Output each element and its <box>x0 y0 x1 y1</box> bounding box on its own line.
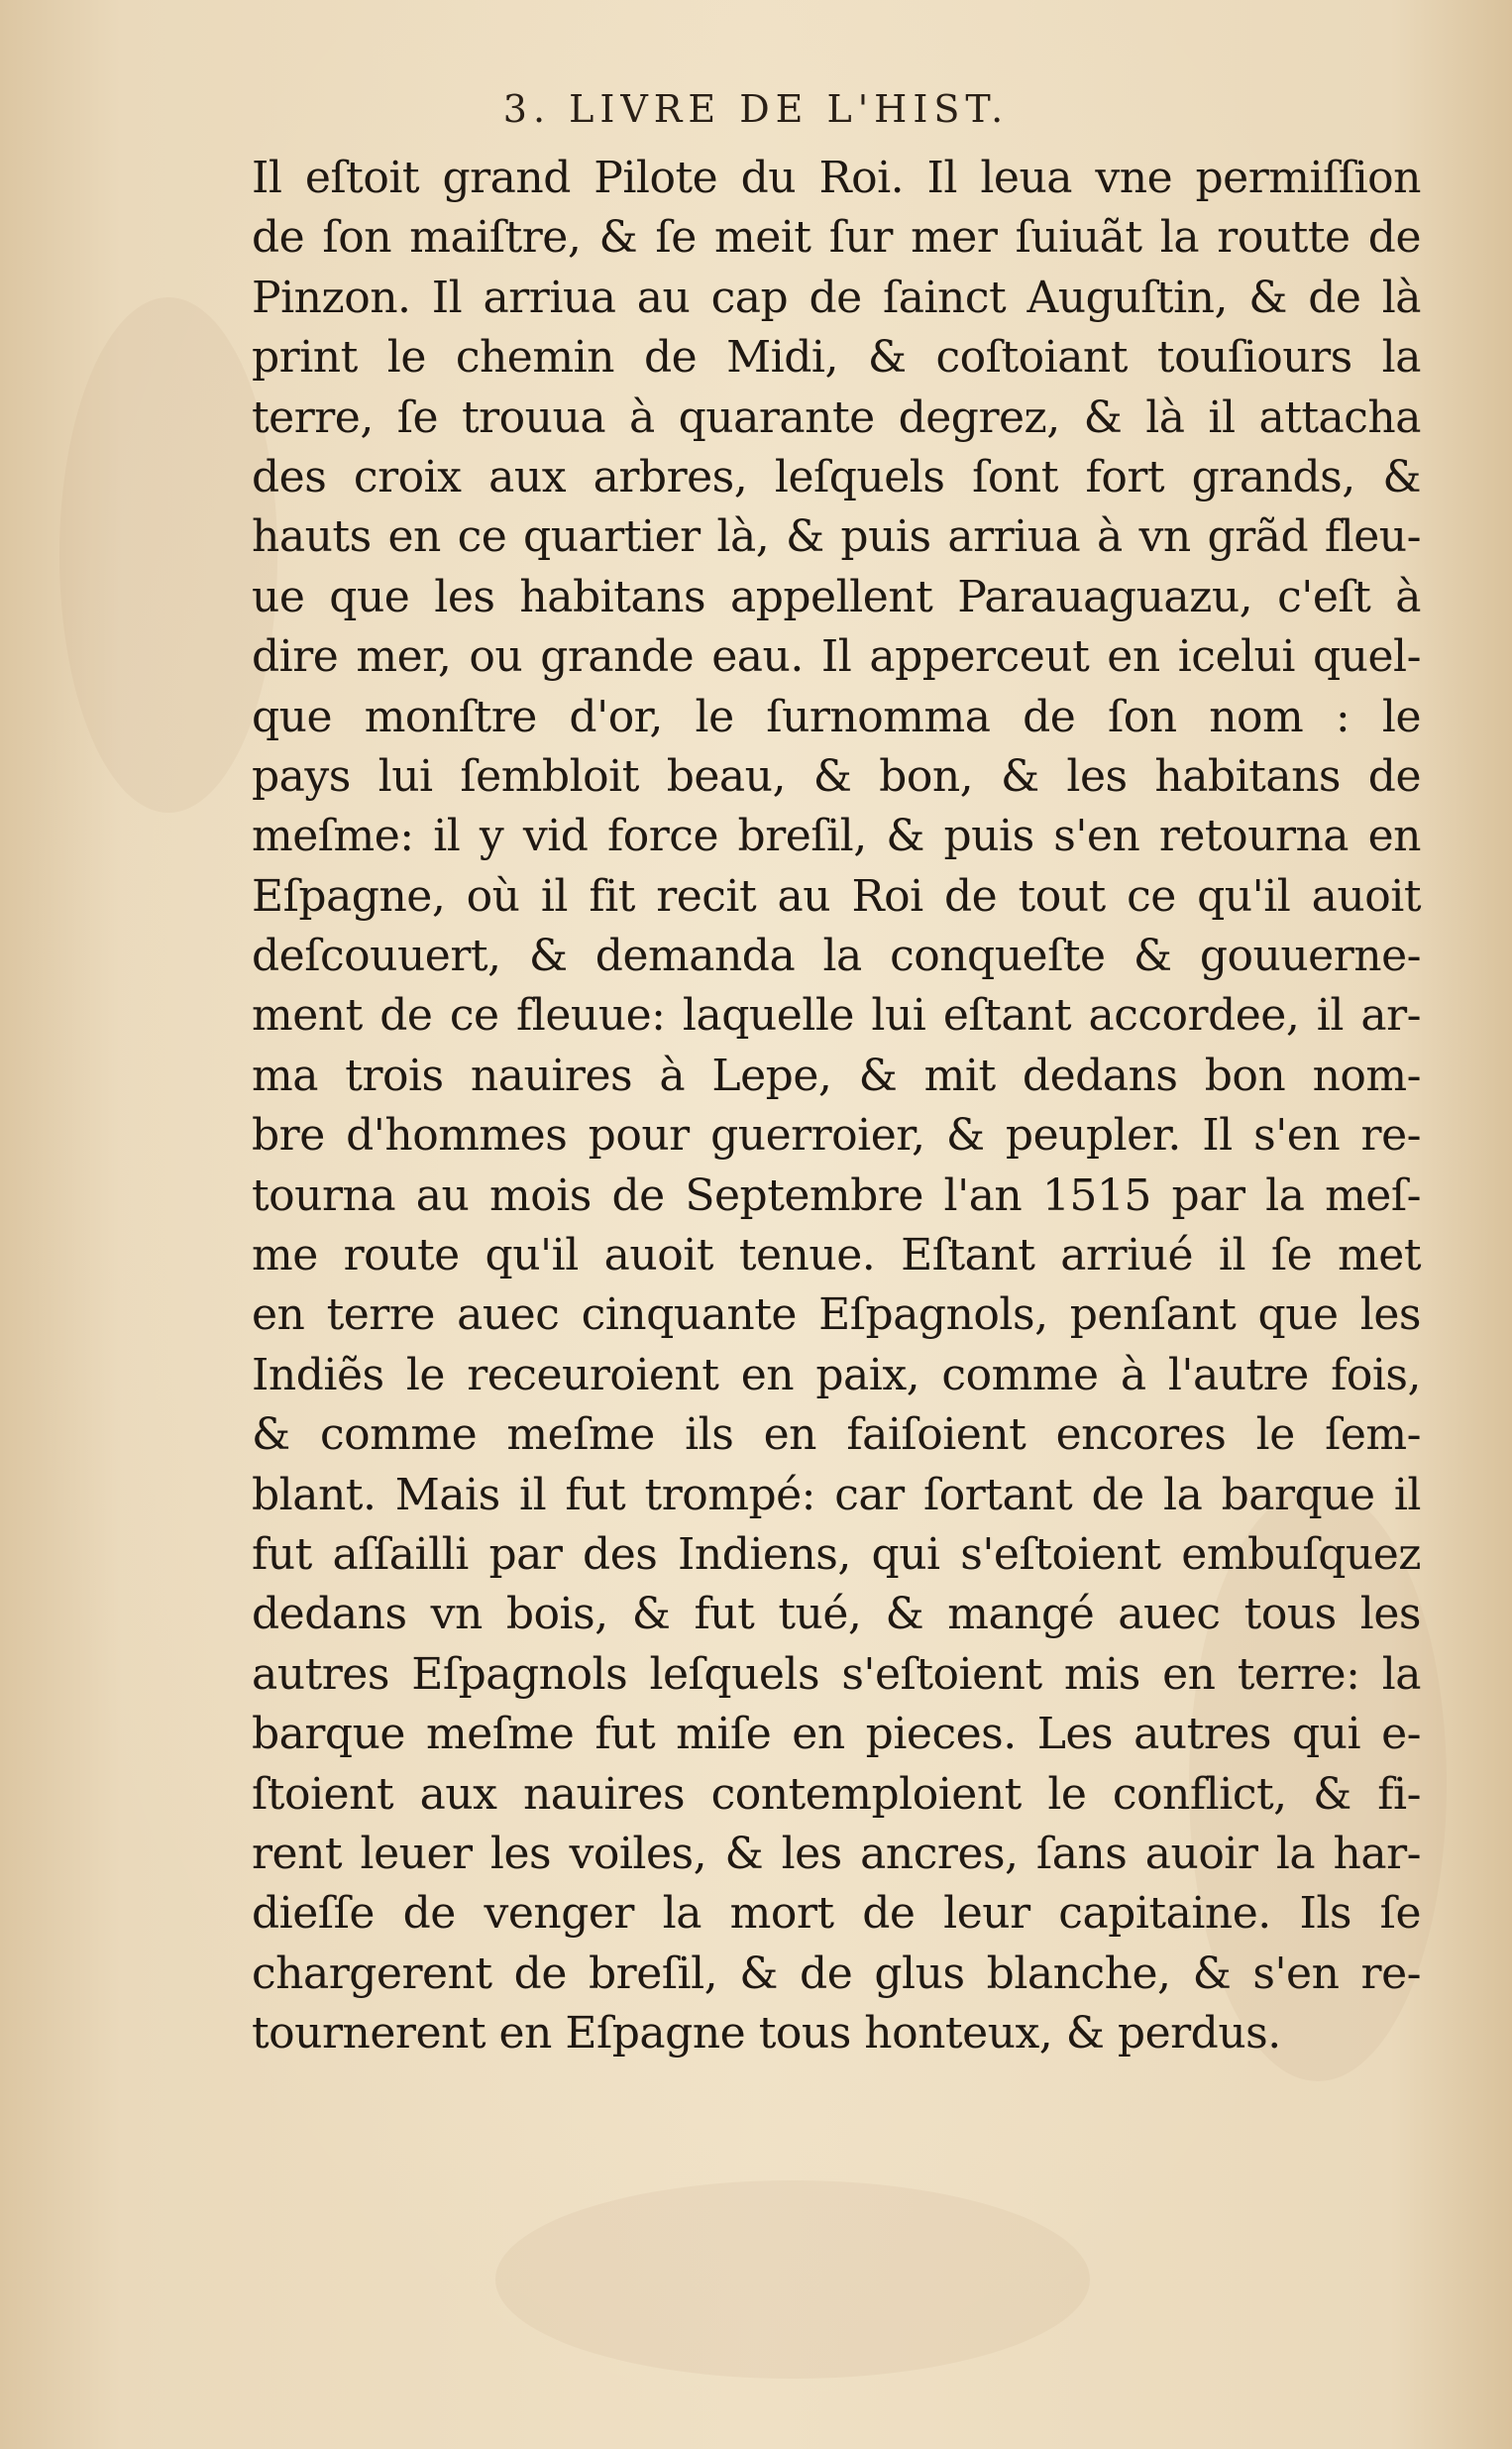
text-line: tourna au mois de Septembre l'an 1515 par la meſ- <box>252 1169 1421 1221</box>
text-line: Eſpagne, où il fit recit au Roi de tout ce qu'il auoit <box>252 870 1421 922</box>
paper-stain <box>59 297 277 813</box>
text-line: terre, ſe trouua à quarante degrez, & là il attacha <box>252 391 1421 443</box>
text-line: hauts en ce quartier là, & puis arriua à vn grãd fleu- <box>252 511 1421 563</box>
text-line: tournerent en Eſpagne tous honteux, & perdus. <box>252 2008 1281 2059</box>
text-line: Il eſtoit grand Pilote du Roi. Il leua vne permiſſion <box>252 153 1421 203</box>
text-line: de ſon maiſtre, & ſe meit ſur mer ſuiuãt la routte de <box>252 212 1421 264</box>
text-line: en terre auec cinquante Eſpagnols, penſant que les <box>252 1289 1421 1341</box>
text-line: autres Eſpagnols leſquels s'eſtoient mis en terre: la <box>252 1648 1421 1700</box>
text-line: Pinzon. Il arriua au cap de ſainct Auguſtin, & de là <box>252 272 1421 323</box>
text-line: dedans vn bois, & fut tué, & mangé auec tous les <box>252 1589 1421 1640</box>
paper-stain <box>495 2180 1090 2379</box>
text-line: ma trois nauires à Lepe, & mit dedans bon nom- <box>252 1050 1421 1101</box>
body-text <box>252 149 1421 2064</box>
text-line: ue que les habitans appellent Parauaguazu, c'eſt à <box>252 571 1421 622</box>
text-line: blant. Mais il fut trompé: car ſortant de la barque il <box>252 1469 1421 1520</box>
text-line: que monſtre d'or, le ſurnomma de ſon nom : le <box>252 691 1421 742</box>
text-line: ſtoient aux nauires contemploient le conflict, & fi- <box>252 1768 1421 1820</box>
text-line: meſme: il y vid force breſil, & puis s'en retourna en <box>252 811 1421 862</box>
running-header: 3. LIVRE DE L'HIST. <box>502 87 1010 131</box>
text-line: chargerent de breſil, & de glus blanche, & s'en re- <box>252 1948 1421 1999</box>
text-line: Indiẽs le receuroient en paix, comme à l'autre fois, <box>252 1349 1421 1400</box>
text-line: bre d'hommes pour guerroier, & peupler. Il s'en re- <box>252 1110 1421 1162</box>
text-line: & comme meſme ils en faiſoient encores le ſem- <box>252 1409 1421 1461</box>
text-line: des croix aux arbres, leſquels ſont fort grands, & <box>252 451 1421 502</box>
text-line: dire mer, ou grande eau. Il apperceut en icelui quel- <box>252 631 1421 683</box>
text-line: print le chemin de Midi, & coſtoiant touſiours la <box>252 332 1421 384</box>
text-line: deſcouuert, & demanda la conqueſte & gouuerne- <box>252 931 1421 982</box>
text-line: dieſſe de venger la mort de leur capitaine. Ils ſe <box>252 1888 1421 1940</box>
text-line: ment de ce fleuue: laquelle lui eſtant accordee, il ar- <box>252 990 1421 1042</box>
text-line: pays lui ſembloit beau, & bon, & les habitans de <box>252 750 1421 802</box>
text-line: fut aſſailli par des Indiens, qui s'eſtoient embuſquez <box>252 1528 1421 1580</box>
text-line: barque meſme fut miſe en pieces. Les autres qui e- <box>252 1709 1421 1760</box>
text-line: rent leuer les voiles, & les ancres, ſans auoir la har- <box>252 1828 1421 1879</box>
text-line: me route qu'il auoit tenue. Eſtant arriué il ſe met <box>252 1230 1421 1281</box>
